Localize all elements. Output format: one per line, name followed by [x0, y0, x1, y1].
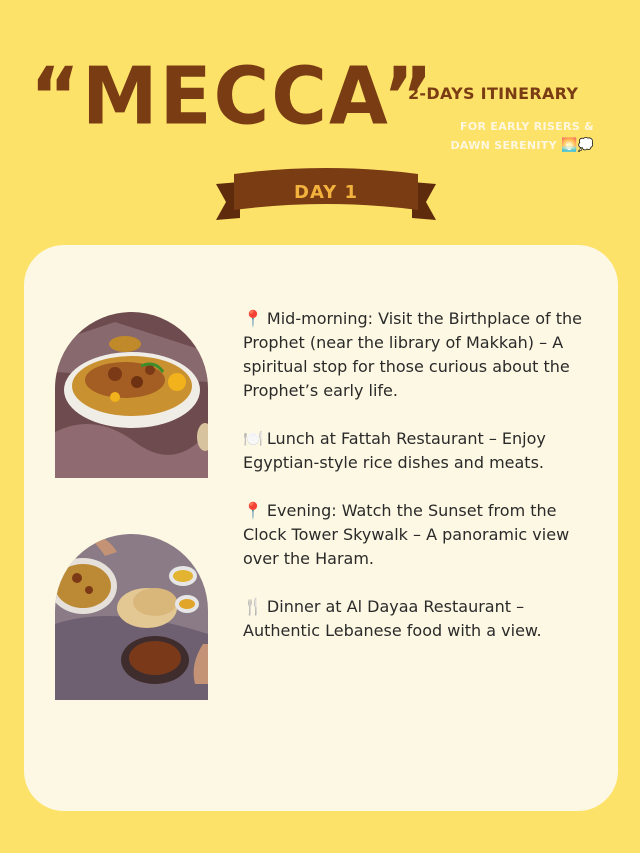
pin-icon: 📍	[243, 309, 263, 328]
subtitle: 2-DAYS ITINERARY	[408, 84, 579, 103]
day-ribbon	[216, 162, 436, 224]
itinerary-item-evening	[243, 499, 593, 571]
sunrise-thought-emoji: 🌅💭	[561, 138, 594, 153]
itinerary-item-text: Dinner at Al Dayaa Restaurant – Authentic Lebanese food with a view.	[243, 597, 542, 640]
page-title: “MECCA”	[30, 48, 435, 143]
tagline-line-2	[424, 136, 594, 155]
mixed-dishes-photo	[55, 534, 208, 700]
itinerary-item-mid-morning	[243, 307, 593, 403]
itinerary-item-text: Lunch at Fattah Restaurant – Enjoy Egyptian-style rice dishes and meats.	[243, 429, 546, 472]
rice-dish-photo	[55, 312, 208, 478]
fork-knife-icon: 🍴	[243, 597, 263, 616]
itinerary-list	[243, 307, 593, 667]
pin-icon: 📍	[243, 501, 263, 520]
itinerary-card	[24, 245, 618, 811]
tagline-line-2-text: DAWN SERENITY	[450, 139, 557, 152]
itinerary-item-dinner	[243, 595, 593, 643]
day-label: DAY 1	[294, 182, 358, 203]
itinerary-item-text: Mid-morning: Visit the Birthplace of the Prophet (near the library of Makkah) – A spiritual stop for those curious about the Prophet’s early life.	[243, 309, 582, 400]
tagline-line-1: FOR EARLY RISERS &	[460, 120, 594, 133]
itinerary-item-text: Evening: Watch the Sunset from the Clock Tower Skywalk – A panoramic view over the Haram.	[243, 501, 570, 568]
plate-icon: 🍽️	[243, 429, 263, 448]
tagline	[424, 117, 594, 155]
itinerary-item-lunch	[243, 427, 593, 475]
